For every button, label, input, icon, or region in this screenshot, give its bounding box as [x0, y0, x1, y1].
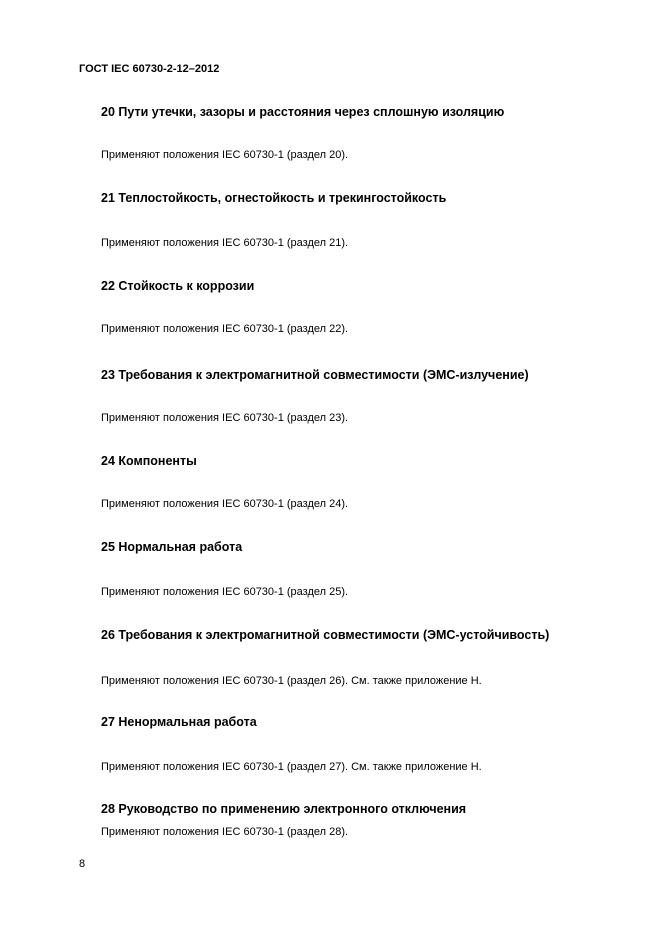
section-title-24: 24 Компоненты — [101, 454, 197, 468]
section-body-25: Применяют положения IEC 60730-1 (раздел 25). — [101, 586, 349, 598]
section-body-23: Применяют положения IEC 60730-1 (раздел 23). — [101, 412, 349, 424]
section-title-26: 26 Требования к электромагнитной совместимости (ЭМС-устойчивость) — [101, 628, 550, 642]
section-title-25: 25 Нормальная работа — [101, 540, 243, 554]
section-title-20: 20 Пути утечки, зазоры и расстояния через сплошную изоляцию — [101, 105, 505, 119]
document-header: ГОСТ IEC 60730-2-12–2012 — [79, 63, 220, 75]
page-number: 8 — [79, 858, 86, 870]
section-body-22: Применяют положения IEC 60730-1 (раздел 22). — [101, 323, 349, 335]
section-body-28: Применяют положения IEC 60730-1 (раздел 28). — [101, 826, 349, 838]
section-title-27: 27 Ненормальная работа — [101, 715, 257, 729]
section-body-20: Применяют положения IEC 60730-1 (раздел 20). — [101, 149, 349, 161]
section-body-27: Применяют положения IEC 60730-1 (раздел 27). См. также приложение Н. — [101, 761, 482, 773]
section-title-21: 21 Теплостойкость, огнестойкость и трекингостойкость — [101, 191, 447, 205]
section-body-24: Применяют положения IEC 60730-1 (раздел 24). — [101, 498, 349, 510]
section-body-26: Применяют положения IEC 60730-1 (раздел 26). См. также приложение Н. — [101, 675, 482, 687]
section-title-28: 28 Руководство по применению электронного отключения — [101, 802, 467, 816]
section-title-23: 23 Требования к электромагнитной совместимости (ЭМС-излучение) — [101, 368, 529, 382]
section-title-22: 22 Стойкость к коррозии — [101, 279, 255, 293]
section-body-21: Применяют положения IEC 60730-1 (раздел 21). — [101, 237, 349, 249]
